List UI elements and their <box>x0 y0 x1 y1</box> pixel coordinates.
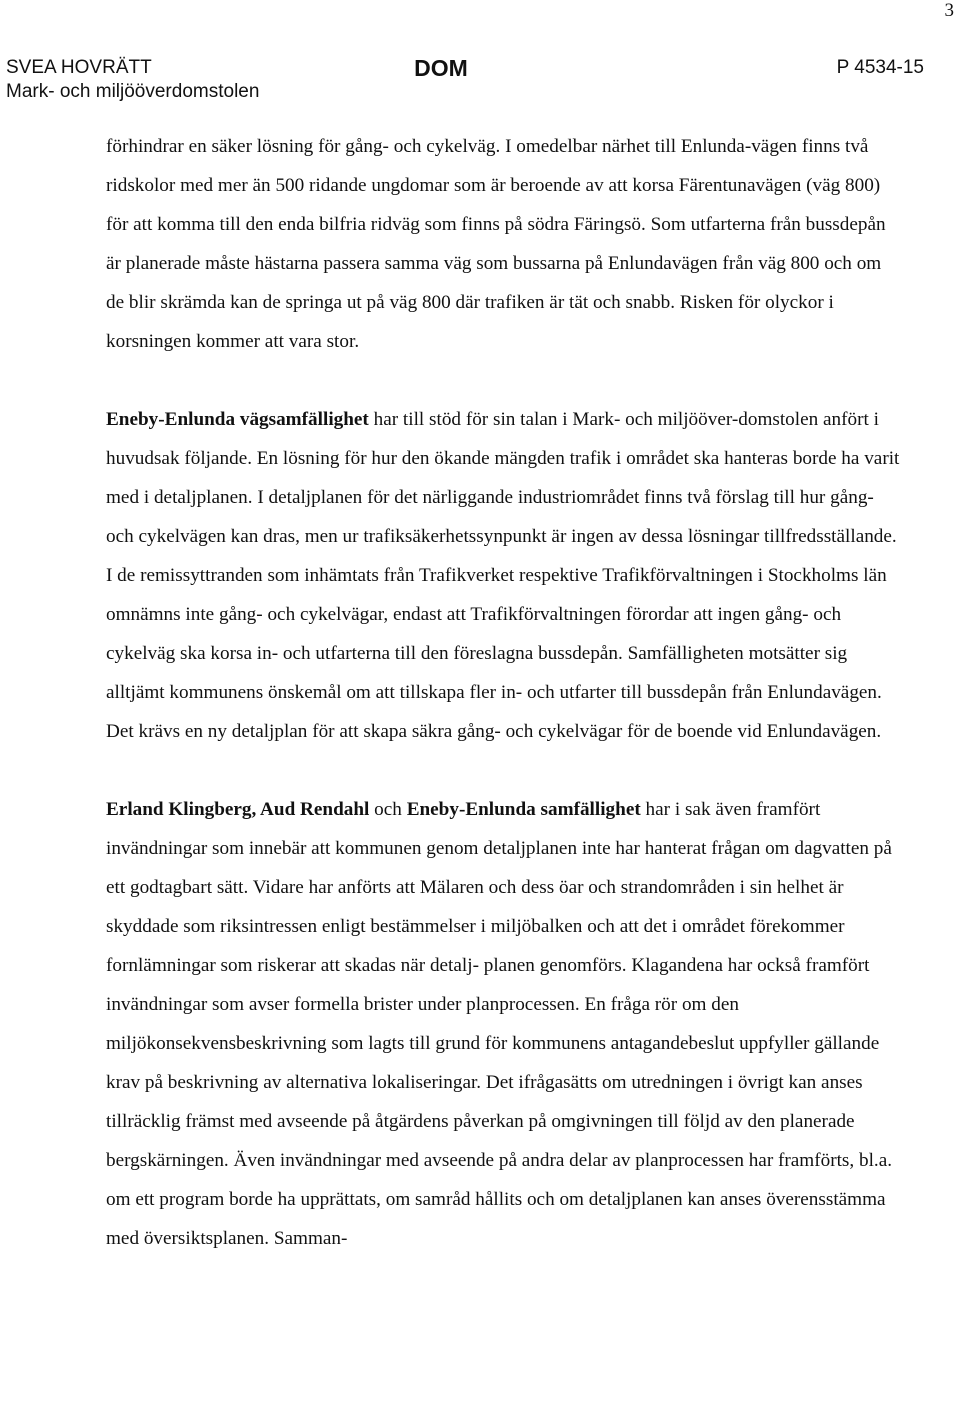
conjunction: och <box>369 799 407 820</box>
party-name: Eneby-Enlunda vägsamfällighet <box>106 409 369 430</box>
paragraph-1-text: förhindrar en säker lösning för gång- och cykelväg. I omedelbar närhet till Enlunda-vägen finns två ridskolor med mer än 500 ridande ungdomar som är beroende av att korsa Färentunavägen (väg 800) för att komma till den enda bilfria ridväg som finns på södra Färingsö. Som utfarterna från bussdepån är planerade måste hästarna passera samma väg som bussarna på Enlundavägen från väg 800 och om de blir skrämda kan de springa ut på väg 800 där trafiken är tät och snabb. Risken för olyckor i korsningen kommer att vara stor. <box>106 136 886 352</box>
document-type: DOM <box>414 55 468 81</box>
court-division: Mark- och miljööverdomstolen <box>6 81 260 102</box>
paragraph-3-text: har i sak även framfört invändningar som innebär att kommunen genom detaljplanen inte har hanterat frågan om dagvatten på ett godtagbart sätt. Vidare har anförts att Mälaren och dess öar och strandområden i sin helhet är skyddade som riksintressen enligt bestämmelser i miljöbalken och att det i området förekommer fornlämningar som riskerar att skadas när detalj- planen genomförs. Klagandena har också framfört invändningar som avser formella brister under planprocessen. En fråga rör om den miljökonsekvensbeskrivning som lagts till grund för kommunens antagandebeslut uppfyller gällande krav på beskrivning av alternativa lokaliseringar. Det ifrågasätts om utredningen i övrigt kan anses tillräcklig främst med avseende på åtgärdens påverkan på omgivningen till följd av den planerade bergskärningen. Även invändningar med avseende på andra delar av planprocessen har framförts, bl.a. om ett program borde ha upprättats, om samråd hållits och om detaljplanen kan anses överensstämma med översiktsplanen. Samman- <box>106 799 893 1249</box>
paragraph-1 <box>106 127 900 361</box>
case-number: P 4534-15 <box>836 57 924 78</box>
paragraph-2-text: har till stöd för sin talan i Mark- och miljööver-domstolen anfört i huvudsak följande. En lösning för hur den ökande mängden trafik i området ska hanteras borde ha varit med i detaljplanen. I detaljplanen för det närliggande industriområdet finns två förslag till hur gång- och cykelvägen kan dras, men ur trafiksäkerhetssynpunkt är ingen av dessa lösningar tillfredsställande. I de remissyttranden som inhämtats från Trafikverket respektive Trafikförvaltningen i Stockholms län omnämns inte gång- och cykelvägar, endast att Trafikförvaltningen förordar att ingen gång- och cykelväg ska korsa in- och utfarterna till den föreslagna bussdepån. Samfälligheten motsätter sig alltjämt kommunens önskemål om att tillskapa fler in- och utfarter till bussdepån från Enlundavägen. Det krävs en ny detaljplan för att skapa säkra gång- och cykelvägar för de boende vid Enlundavägen. <box>106 409 900 742</box>
party-name: Eneby-Enlunda samfällighet <box>406 799 641 820</box>
party-name: Erland Klingberg, Aud Rendahl <box>106 799 370 820</box>
paragraph-3 <box>106 790 900 1258</box>
court-name: SVEA HOVRÄTT <box>6 57 152 78</box>
paragraph-2 <box>106 400 900 751</box>
page-number: 3 <box>944 0 954 21</box>
document-body <box>106 127 900 1258</box>
